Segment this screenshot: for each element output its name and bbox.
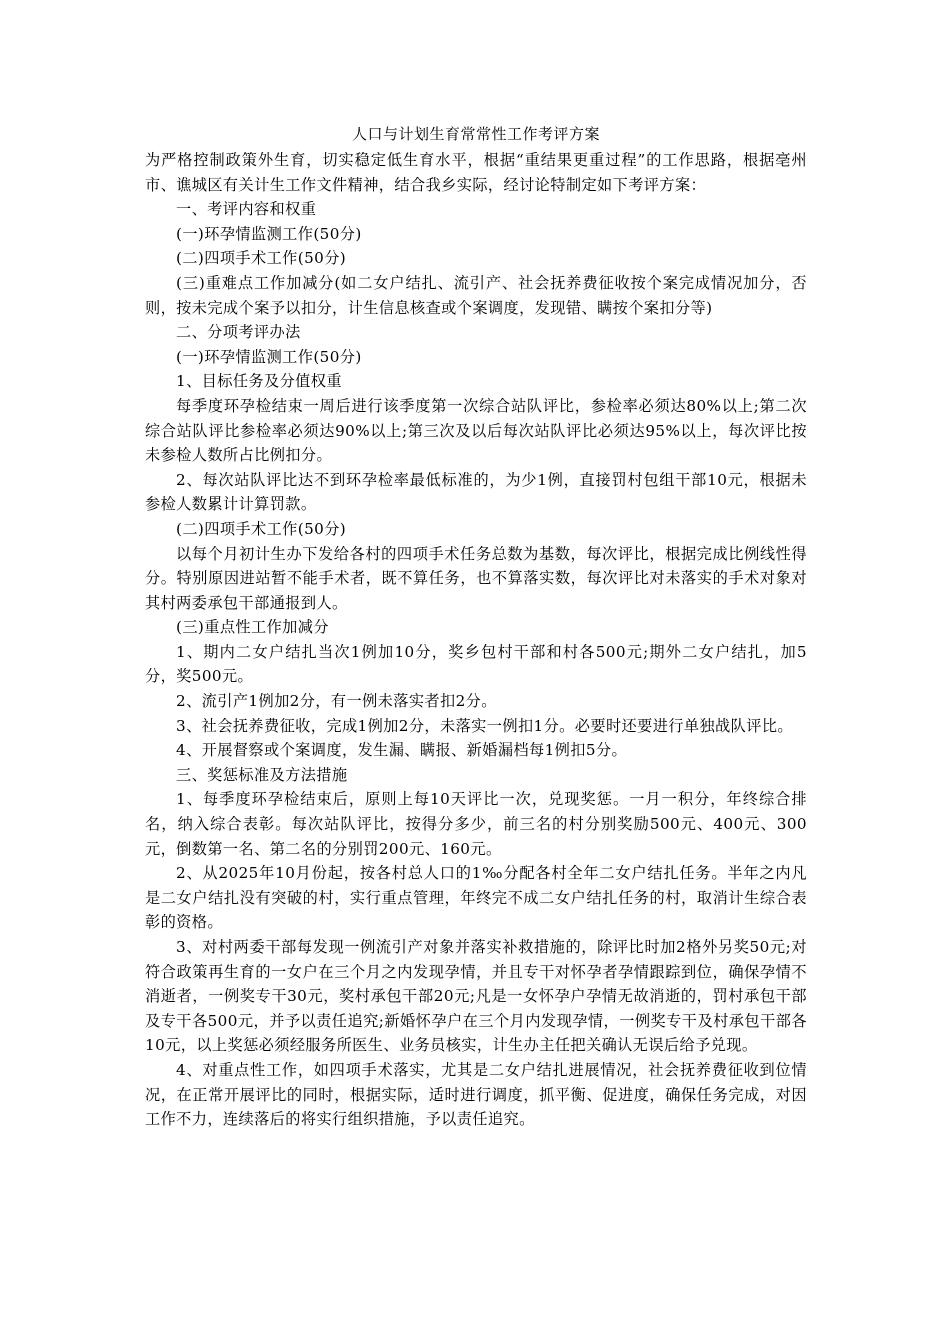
paragraph: 1、目标任务及分值权重 — [176, 372, 342, 391]
paragraph: 2、每次站队评比达不到环孕检率最低标准的，为少1例，直接罚村包组干部10元，根据未参检人数累计计算罚款。 — [145, 470, 807, 514]
document-page — [145, 124, 807, 1132]
paragraph: 三、奖惩标准及方法措施 — [176, 765, 348, 784]
paragraph: (二)四项手术工作(50分) — [176, 519, 347, 538]
paragraph: 4、开展督察或个案调度，发生漏、瞒报、新婚漏档每1例扣5分。 — [176, 741, 628, 760]
document-title: 人口与计划生育常常性工作考评方案 — [351, 125, 600, 143]
paragraph: (一)环孕情监测工作(50分) — [176, 224, 362, 243]
paragraph: 以每个月初计生办下发给各村的四项手术任务总数为基数，每次评比，根据完成比例线性得分。特别原因进站暂不能手术者，既不算任务，也不算落实数，每次评比对未落实的手术对象对其村两委承包干部通报到人。 — [145, 544, 807, 612]
document-body — [145, 148, 807, 1132]
paragraph: (二)四项手术工作(50分) — [176, 249, 347, 268]
paragraph: 4、对重点性工作，如四项手术落实，尤其是二女户结扎进展情况，社会抚养费征收到位情况，在正常开展评比的同时，根据实际，适时进行调度，抓平衡、促进度，确保任务完成，对因工作不力，连续落后的将实行组织措施，予以责任追究。 — [145, 1060, 807, 1129]
paragraph: (三)重难点工作加减分(如二女户结扎、流引产、社会抚养费征收按个案完成情况加分，否则，按未完成个案予以扣分，计生信息核查或个案调度，发现错、瞒按个案扣分等) — [145, 273, 807, 317]
paragraph: 3、社会抚养费征收，完成1例加2分，未落实一例扣1分。必要时还要进行单独战队评比。 — [176, 716, 793, 735]
paragraph: 为严格控制政策外生育，切实稳定低生育水平，根据“重结果更重过程”的工作思路，根据亳州市、谯城区有关计生工作文件精神，结合我乡实际，经讨论特制定如下考评方案： — [145, 151, 807, 194]
paragraph: 一、考评内容和权重 — [176, 200, 317, 219]
paragraph: 2、从2025年10月份起，按各村总人口的1‰分配各村全年二女户结扎任务。半年之内凡是二女户结扎没有突破的村，实行重点管理，年终完不成二女户结扎任务的村，取消计生综合表彰的资格。 — [145, 864, 807, 932]
paragraph: 1、每季度环孕检结束后，原则上每10天评比一次，兑现奖惩。一月一积分，年终综合排名，纳入综合表彰。每次站队评比，按得分多少，前三名的村分别奖励500元、400元、300元，倒数第一名、第二名的分别罚200元、160元。 — [145, 790, 807, 858]
paragraph: (三)重点性工作加减分 — [176, 618, 329, 637]
paragraph: 1、期内二女户结扎当次1例加10分，奖乡包村干部和村各500元;期外二女户结扎，加5分，奖500元。 — [145, 642, 807, 686]
paragraph: 每季度环孕检结束一周后进行该季度第一次综合站队评比，参检率必须达80%以上;第二次综合站队评比参检率必须达90%以上;第三次及以后每次站队评比必须达95%以上，每次评比按未参检人数所占比例扣分。 — [145, 396, 807, 465]
paragraph: (一)环孕情监测工作(50分) — [176, 347, 362, 366]
paragraph: 3、对村两委干部每发现一例流引产对象并落实补救措施的，除评比时加2格外另奖50元;对符合政策再生育的一女户在三个月之内发现孕情，并且专干对怀孕者孕情跟踪到位，确保孕情不消逝者，一例奖专干30元，奖村承包干部20元;凡是一女怀孕户孕情无故消逝的，罚村承包干部及专干各500元，并予以责任追究;新婚怀孕户在三个月内发现孕情，一例奖专干及村承包干部各10元，以上奖惩必须经服务所医生、业务员核实，计生办主任把关确认无误后给予兑现。 — [145, 938, 807, 1055]
paragraph: 2、流引产1例加2分，有一例未落实者扣2分。 — [176, 692, 497, 711]
paragraph: 二、分项考评办法 — [176, 323, 301, 342]
